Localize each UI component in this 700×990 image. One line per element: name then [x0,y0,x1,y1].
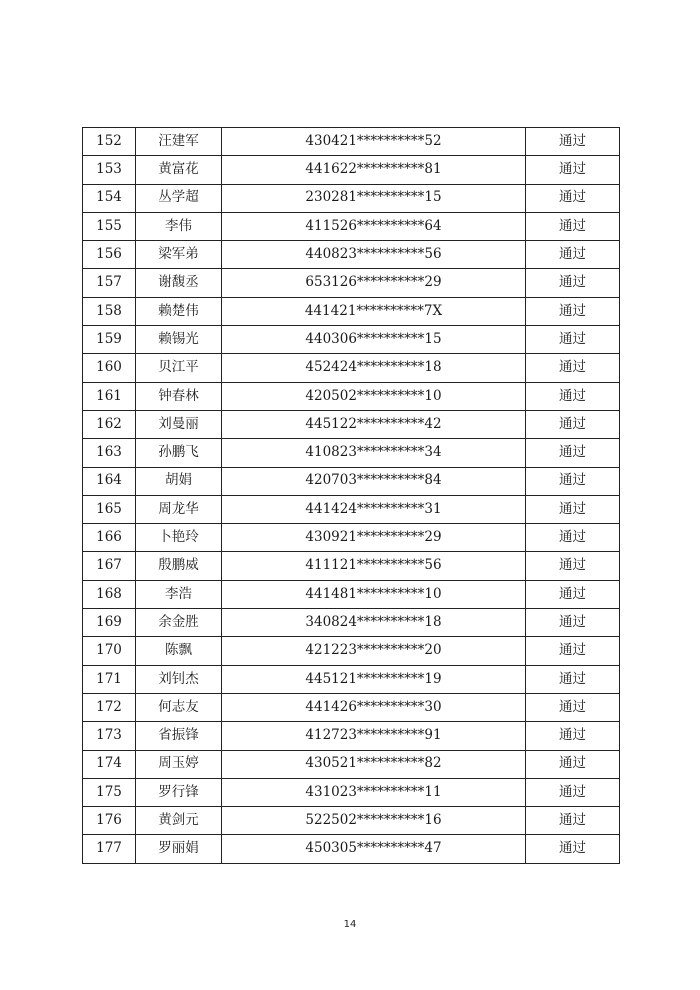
table-row [83,835,620,863]
table-row [83,495,620,523]
name-cell: 谢馥丞 [136,269,222,297]
row-number-cell: 172 [83,693,136,721]
table-row [83,439,620,467]
row-number-cell: 153 [83,156,136,184]
id-number-cell: 411121**********56 [222,552,526,580]
table-row [83,241,620,269]
row-number-cell: 164 [83,467,136,495]
row-number-cell: 162 [83,410,136,438]
table-row [83,326,620,354]
row-number-cell: 170 [83,637,136,665]
table-row [83,212,620,240]
status-cell: 通过 [526,241,620,269]
id-number-cell: 440306**********15 [222,326,526,354]
table-row [83,382,620,410]
name-cell: 汪建军 [136,128,222,156]
status-cell: 通过 [526,750,620,778]
row-number-cell: 158 [83,297,136,325]
table-row [83,297,620,325]
name-cell: 李浩 [136,580,222,608]
id-number-cell: 441622**********81 [222,156,526,184]
status-cell: 通过 [526,467,620,495]
id-number-cell: 430921**********29 [222,524,526,552]
status-cell: 通过 [526,552,620,580]
status-cell: 通过 [526,524,620,552]
table-row [83,128,620,156]
id-number-cell: 230281**********15 [222,184,526,212]
status-cell: 通过 [526,128,620,156]
name-cell: 罗丽娟 [136,835,222,863]
name-cell: 贝江平 [136,354,222,382]
id-number-cell: 522502**********16 [222,807,526,835]
status-cell: 通过 [526,382,620,410]
id-number-cell: 441481**********10 [222,580,526,608]
row-number-cell: 176 [83,807,136,835]
row-number-cell: 160 [83,354,136,382]
status-cell: 通过 [526,693,620,721]
status-cell: 通过 [526,212,620,240]
name-cell: 丛学超 [136,184,222,212]
name-cell: 李伟 [136,212,222,240]
name-cell: 梁军弟 [136,241,222,269]
table-row [83,552,620,580]
name-cell: 省振锋 [136,722,222,750]
name-cell: 罗行锋 [136,778,222,806]
table-row [83,693,620,721]
status-cell: 通过 [526,778,620,806]
id-number-cell: 412723**********91 [222,722,526,750]
name-cell: 孙鹏飞 [136,439,222,467]
status-cell: 通过 [526,156,620,184]
name-cell: 周龙华 [136,495,222,523]
row-number-cell: 177 [83,835,136,863]
name-cell: 赖锡光 [136,326,222,354]
status-cell: 通过 [526,269,620,297]
page-number: 14 [343,919,357,930]
name-cell: 刘钊杰 [136,665,222,693]
id-number-cell: 430421**********52 [222,128,526,156]
row-number-cell: 163 [83,439,136,467]
id-number-cell: 452424**********18 [222,354,526,382]
row-number-cell: 173 [83,722,136,750]
id-number-cell: 441421**********7X [222,297,526,325]
name-cell: 殷鹏威 [136,552,222,580]
row-number-cell: 165 [83,495,136,523]
id-number-cell: 420703**********84 [222,467,526,495]
table-row [83,637,620,665]
row-number-cell: 169 [83,609,136,637]
status-cell: 通过 [526,439,620,467]
id-number-cell: 450305**********47 [222,835,526,863]
row-number-cell: 167 [83,552,136,580]
id-number-cell: 445122**********42 [222,410,526,438]
table-row [83,778,620,806]
row-number-cell: 161 [83,382,136,410]
row-number-cell: 152 [83,128,136,156]
id-number-cell: 441426**********30 [222,693,526,721]
id-number-cell: 430521**********82 [222,750,526,778]
table-row [83,750,620,778]
name-cell: 何志友 [136,693,222,721]
id-number-cell: 431023**********11 [222,778,526,806]
name-cell: 胡娟 [136,467,222,495]
status-cell: 通过 [526,609,620,637]
status-cell: 通过 [526,807,620,835]
name-cell: 黄剑元 [136,807,222,835]
status-cell: 通过 [526,665,620,693]
table-row [83,665,620,693]
table-row [83,524,620,552]
status-cell: 通过 [526,722,620,750]
id-number-cell: 410823**********34 [222,439,526,467]
table-row [83,184,620,212]
row-number-cell: 156 [83,241,136,269]
name-cell: 陈飘 [136,637,222,665]
name-cell: 卜艳玲 [136,524,222,552]
row-number-cell: 166 [83,524,136,552]
status-cell: 通过 [526,637,620,665]
row-number-cell: 175 [83,778,136,806]
table-row [83,354,620,382]
roster-table-body [83,128,620,864]
id-number-cell: 421223**********20 [222,637,526,665]
row-number-cell: 159 [83,326,136,354]
name-cell: 周玉婷 [136,750,222,778]
name-cell: 钟春林 [136,382,222,410]
id-number-cell: 420502**********10 [222,382,526,410]
id-number-cell: 440823**********56 [222,241,526,269]
row-number-cell: 154 [83,184,136,212]
table-row [83,269,620,297]
table-row [83,722,620,750]
roster-table [82,127,620,864]
table-row [83,156,620,184]
status-cell: 通过 [526,495,620,523]
id-number-cell: 445121**********19 [222,665,526,693]
row-number-cell: 168 [83,580,136,608]
row-number-cell: 171 [83,665,136,693]
id-number-cell: 340824**********18 [222,609,526,637]
status-cell: 通过 [526,835,620,863]
status-cell: 通过 [526,580,620,608]
status-cell: 通过 [526,297,620,325]
table-row [83,580,620,608]
status-cell: 通过 [526,354,620,382]
row-number-cell: 157 [83,269,136,297]
status-cell: 通过 [526,410,620,438]
status-cell: 通过 [526,326,620,354]
id-number-cell: 411526**********64 [222,212,526,240]
name-cell: 黄富花 [136,156,222,184]
table-row [83,609,620,637]
status-cell: 通过 [526,184,620,212]
table-row [83,467,620,495]
id-number-cell: 441424**********31 [222,495,526,523]
row-number-cell: 155 [83,212,136,240]
name-cell: 刘曼丽 [136,410,222,438]
name-cell: 余金胜 [136,609,222,637]
name-cell: 赖楚伟 [136,297,222,325]
table-row [83,807,620,835]
table-row [83,410,620,438]
id-number-cell: 653126**********29 [222,269,526,297]
row-number-cell: 174 [83,750,136,778]
